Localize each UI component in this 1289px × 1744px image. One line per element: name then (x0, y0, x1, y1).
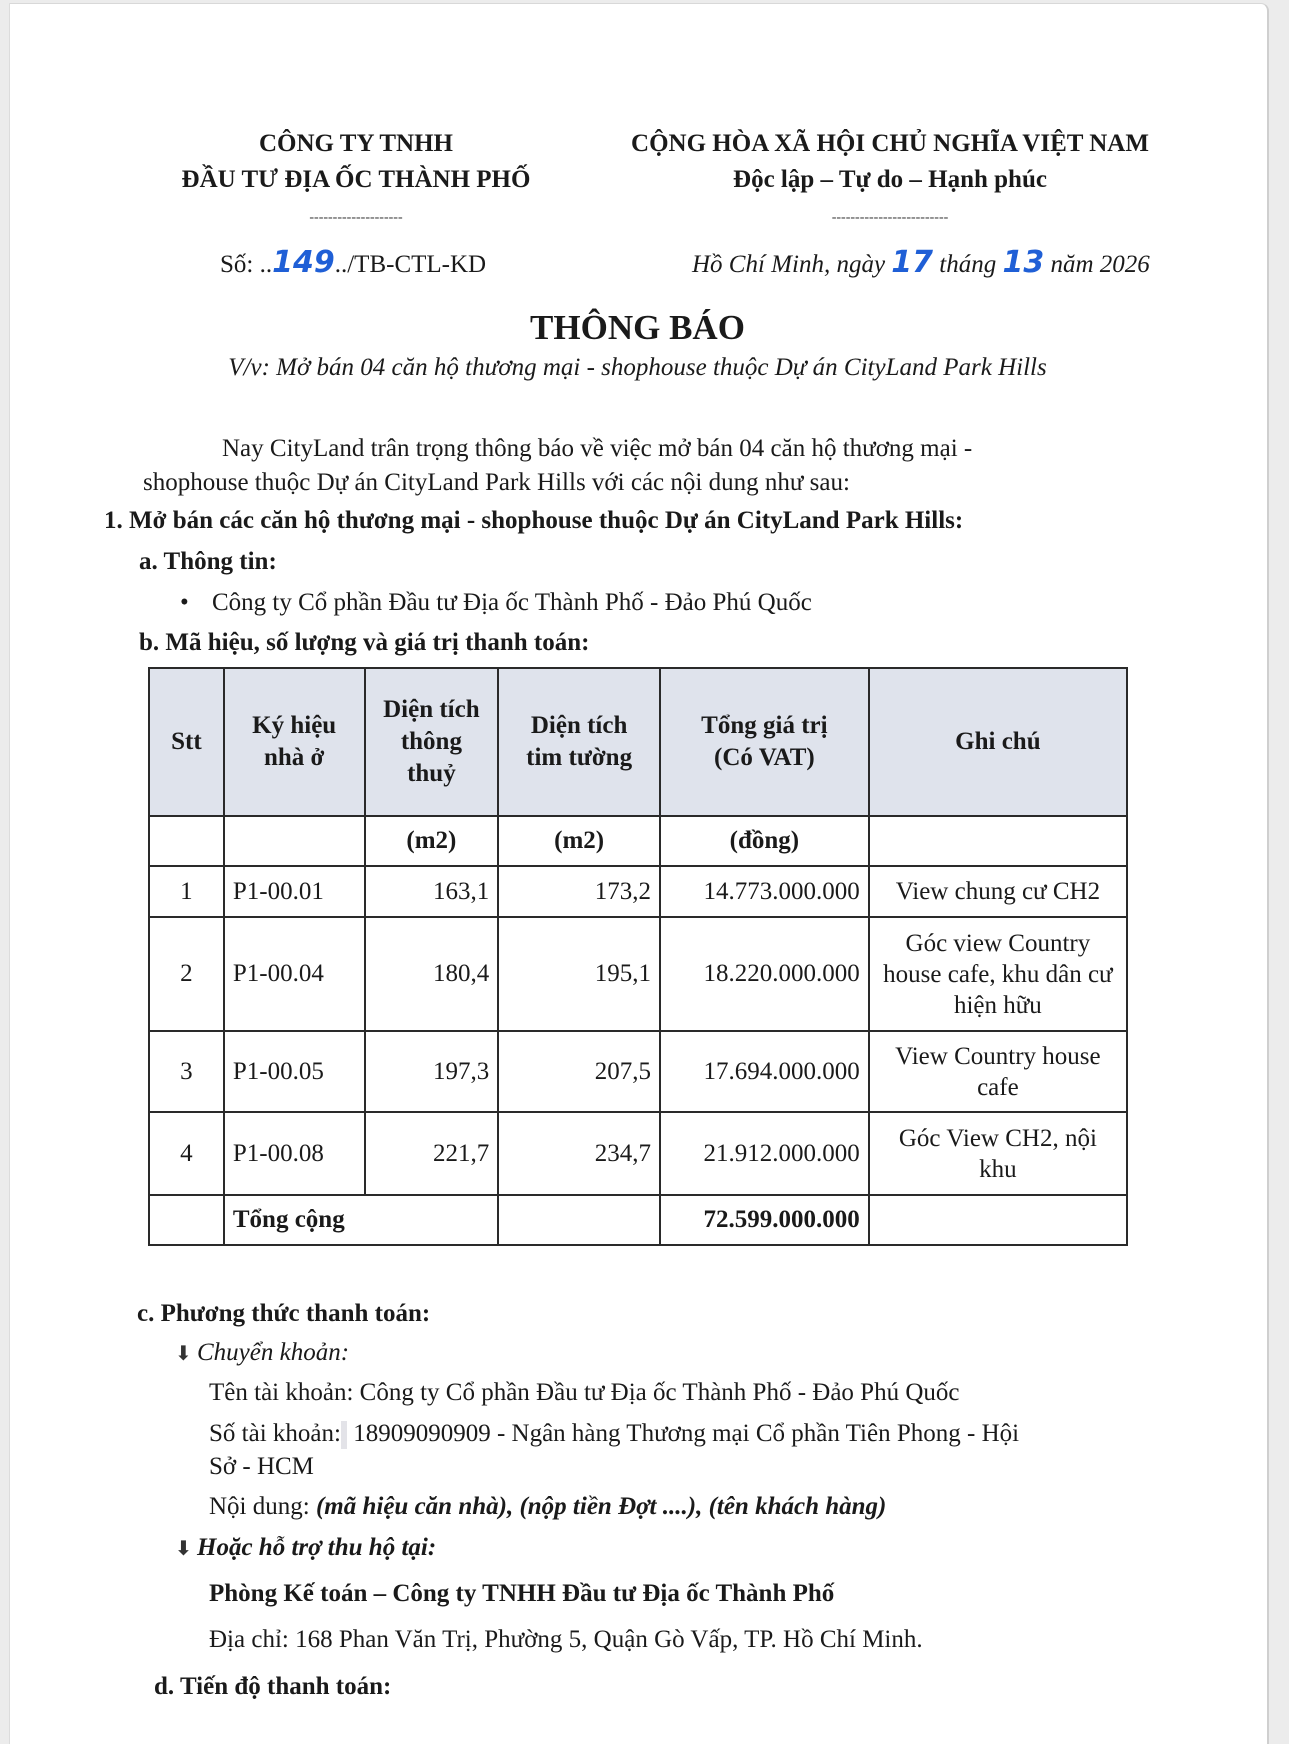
total-value: 72.599.000.000 (660, 1195, 869, 1245)
unit-cell: (m2) (365, 816, 499, 866)
cell-empty (869, 1195, 1127, 1245)
cell-code: P1-00.04 (224, 917, 365, 1031)
collect-label: Hoặc hỗ trợ thu hộ tại: (197, 1534, 437, 1561)
cell-note: Góc View CH2, nội khu (869, 1112, 1127, 1195)
cell-note: Góc view Country house cafe, khu dân cư hiện hữu (869, 917, 1127, 1031)
arrow-bullet-icon: ⬇ (175, 1341, 192, 1365)
country-name: CỘNG HÒA XÃ HỘI CHỦ NGHĨA VIỆT NAM (631, 130, 1149, 157)
left-divider: -------------------- (309, 210, 403, 225)
accounting-office: Phòng Kế toán – Công ty TNHH Đầu tư Địa ốc Thành Phố (209, 1580, 835, 1607)
day-handwritten: 17 (891, 245, 934, 280)
year-text: năm 2026 (1044, 251, 1150, 278)
company-name-line2: ĐẦU TƯ ĐỊA ỐC THÀNH PHỐ (181, 166, 531, 193)
cell-thong-thuy: 180,4 (365, 917, 499, 1031)
table-units-row (149, 816, 1127, 866)
unit-cell (149, 816, 224, 866)
month-label: tháng (933, 251, 1003, 278)
table-row (149, 866, 1127, 917)
cell-total-value: 17.694.000.000 (660, 1031, 869, 1112)
cell-stt: 1 (149, 866, 224, 917)
section-1-heading: 1. Mở bán các căn hộ thương mại - shophouse thuộc Dự án CityLand Park Hills: (104, 507, 964, 534)
cell-tim-tuong: 234,7 (498, 1112, 660, 1195)
unit-cell (224, 816, 365, 866)
cell-code: P1-00.05 (224, 1031, 365, 1112)
transfer-label: Chuyển khoản: (197, 1339, 350, 1366)
header-note: Ghi chú (869, 668, 1127, 816)
office-address: Địa chỉ: 168 Phan Văn Trị, Phường 5, Quận Gò Vấp, TP. Hồ Chí Minh. (209, 1626, 923, 1653)
right-divider: ------------------------- (831, 210, 949, 225)
account-number-value: 18909090909 - Ngân hàng Thương mại Cổ phần Tiên Phong - Hội (346, 1420, 1020, 1447)
transfer-content (209, 1490, 886, 1524)
content-value: (mã hiệu căn nhà), (nộp tiền Đợt ....), (tên khách hàng) (315, 1493, 887, 1520)
cell-tim-tuong: 195,1 (498, 917, 660, 1031)
cell-empty (149, 1195, 224, 1245)
doc-number-suffix: ../TB-CTL-KD (334, 251, 487, 278)
unit-cell: (m2) (498, 816, 660, 866)
account-number-line (209, 1417, 1019, 1451)
cell-code: P1-00.01 (224, 866, 365, 917)
account-name: Tên tài khoản: Công ty Cổ phần Đầu tư Địa ốc Thành Phố - Đảo Phú Quốc (209, 1379, 960, 1406)
intro-line1: Nay CityLand trân trọng thông báo về việc mở bán 04 căn hộ thương mại - (222, 435, 973, 462)
cell-stt: 4 (149, 1112, 224, 1195)
doc-number-prefix: Số: .. (220, 251, 273, 278)
cell-stt: 2 (149, 917, 224, 1031)
header-tim-tuong: Diện tích tim tường (498, 668, 660, 816)
total-label: Tổng cộng (224, 1195, 498, 1245)
table-header-row (149, 668, 1127, 816)
cell-note: View chung cư CH2 (869, 866, 1127, 917)
table-row (149, 1112, 1127, 1195)
date-prefix: Hồ Chí Minh, ngày (692, 251, 892, 278)
header-thong-thuy: Diện tích thông thuỷ (365, 668, 499, 816)
cell-total-value: 14.773.000.000 (660, 866, 869, 917)
header-stt: Stt (149, 668, 224, 816)
cell-tim-tuong: 207,5 (498, 1031, 660, 1112)
cell-note: View Country house cafe (869, 1031, 1127, 1112)
bullet-text: Công ty Cổ phần Đầu tư Địa ốc Thành Phố - Đảo Phú Quốc (212, 589, 812, 616)
collect-item (175, 1531, 436, 1565)
cell-thong-thuy: 197,3 (365, 1031, 499, 1112)
cell-tim-tuong: 173,2 (498, 866, 660, 917)
bullet-icon: • (180, 589, 189, 616)
account-number-line2: Sở - HCM (209, 1453, 314, 1480)
company-name-line1: CÔNG TY TNHH (258, 130, 454, 157)
table-row (149, 1031, 1127, 1112)
header-total-value: Tổng giá trị (Có VAT) (660, 668, 869, 816)
doc-number-handwritten: 149 (272, 245, 335, 280)
units-pricing-table (148, 667, 1128, 1246)
month-handwritten: 13 (1002, 245, 1045, 280)
table-total-row (149, 1195, 1127, 1245)
section-d-heading: d. Tiến độ thanh toán: (154, 1673, 392, 1700)
section-a-heading: a. Thông tin: (139, 548, 277, 575)
cell-total-value: 21.912.000.000 (660, 1112, 869, 1195)
cell-stt: 3 (149, 1031, 224, 1112)
section-c-heading: c. Phương thức thanh toán: (137, 1300, 431, 1327)
transfer-item (175, 1336, 349, 1370)
cell-thong-thuy: 163,1 (365, 866, 499, 917)
cell-total-value: 18.220.000.000 (660, 917, 869, 1031)
motto: Độc lập – Tự do – Hạnh phúc (733, 166, 1047, 193)
document-title: THÔNG BÁO (530, 308, 745, 347)
account-number-label: Số tài khoản: (209, 1420, 341, 1447)
cell-empty (498, 1195, 660, 1245)
unit-cell (869, 816, 1127, 866)
content-label: Nội dung: (209, 1493, 316, 1520)
document-number (220, 246, 486, 282)
document-date (692, 246, 1150, 282)
document-subject: V/v: Mở bán 04 căn hộ thương mại - shophouse thuộc Dự án CityLand Park Hills (228, 354, 1047, 381)
unit-cell: (đồng) (660, 816, 869, 866)
intro-line2: shophouse thuộc Dự án CityLand Park Hills với các nội dung như sau: (143, 469, 850, 496)
cell-thong-thuy: 221,7 (365, 1112, 499, 1195)
company-bullet-item (180, 586, 812, 620)
cell-code: P1-00.08 (224, 1112, 365, 1195)
section-b-heading: b. Mã hiệu, số lượng và giá trị thanh toán: (139, 629, 590, 656)
table-row (149, 917, 1127, 1031)
header-code: Ký hiệu nhà ở (224, 668, 365, 816)
arrow-bullet-icon: ⬇ (175, 1536, 192, 1560)
